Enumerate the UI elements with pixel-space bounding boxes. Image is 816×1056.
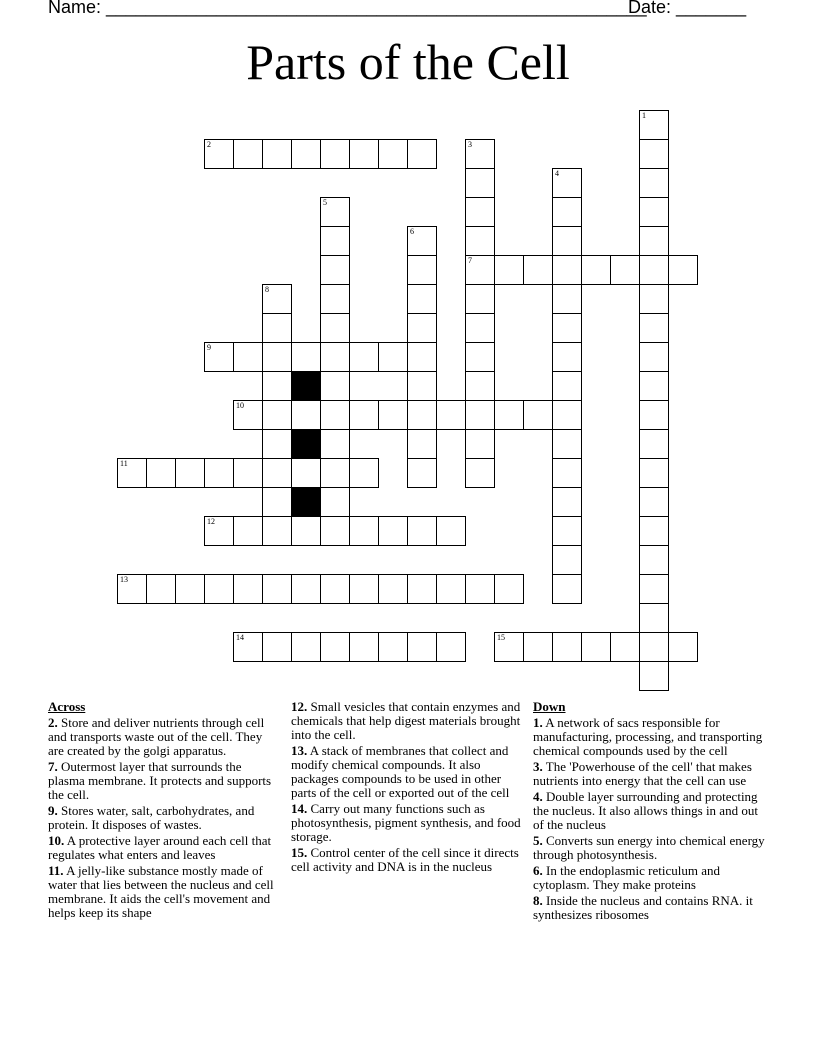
crossword-cell[interactable] [233,516,263,546]
crossword-cell[interactable] [552,371,582,401]
crossword-cell[interactable] [465,139,495,169]
crossword-cell[interactable] [639,371,669,401]
crossword-cell[interactable] [262,574,292,604]
crossword-cell[interactable] [320,139,350,169]
clue-number: 6. [533,863,543,878]
crossword-cell[interactable] [320,632,350,662]
crossword-cell[interactable] [349,516,379,546]
crossword-cell[interactable] [552,226,582,256]
crossword-cell[interactable] [146,574,176,604]
crossword-cell[interactable] [552,168,582,198]
crossword-cell[interactable] [320,226,350,256]
clue-text: A jelly-like substance mostly made of water that lies between the nucleus and cell membrane. It aids the cell's movement and helps keep its shape [48,863,274,920]
clue-number: 9. [48,803,58,818]
crossword-cell[interactable] [262,342,292,372]
crossword-cell[interactable] [639,458,669,488]
cell-number: 6 [410,227,414,236]
crossword-cell[interactable] [639,197,669,227]
down-clue [533,760,765,788]
cell-number: 2 [207,140,211,149]
crossword-cell[interactable] [320,458,350,488]
black-square [291,429,321,459]
across-clue [48,716,280,758]
crossword-cell[interactable] [320,429,350,459]
crossword-cell[interactable] [552,574,582,604]
crossword-cell[interactable] [610,632,640,662]
crossword-cell[interactable] [639,139,669,169]
crossword-cell[interactable] [494,255,524,285]
crossword-cell[interactable] [291,458,321,488]
clues-column-3 [533,700,765,924]
crossword-cell[interactable] [523,632,553,662]
crossword-cell[interactable] [581,255,611,285]
across-clue-list-continued [291,700,523,874]
crossword-cell[interactable] [378,574,408,604]
crossword-cell[interactable] [639,574,669,604]
crossword-cell[interactable] [465,226,495,256]
crossword-cell[interactable] [523,400,553,430]
crossword-cell[interactable] [465,313,495,343]
crossword-cell[interactable] [552,545,582,575]
down-clue-list [533,716,765,922]
crossword-cell[interactable] [262,284,292,314]
crossword-cell[interactable] [378,516,408,546]
crossword-cell[interactable] [204,342,234,372]
black-square [291,487,321,517]
crossword-cell[interactable] [320,284,350,314]
crossword-cell[interactable] [291,400,321,430]
crossword-cell[interactable] [668,255,698,285]
clue-number: 15. [291,845,308,860]
crossword-cell[interactable] [320,197,350,227]
clue-text: Small vesicles that contain enzymes and chemicals that help digest materials brought into the cell. [291,699,521,742]
crossword-cell[interactable] [552,400,582,430]
crossword-cell[interactable] [639,284,669,314]
cell-number: 12 [207,517,215,526]
crossword-cell[interactable] [639,632,669,662]
clue-text: A stack of membranes that collect and modify chemical compounds. It also packages compounds to be used in other parts of the cell or exported out of the cell [291,743,510,800]
cell-number: 11 [120,459,128,468]
crossword-cell[interactable] [639,168,669,198]
crossword-cell[interactable] [262,632,292,662]
across-clue [291,700,523,742]
crossword-cell[interactable] [204,516,234,546]
clue-number: 8. [533,893,543,908]
crossword-cell[interactable] [233,342,263,372]
crossword-cell[interactable] [436,632,466,662]
crossword-cell[interactable] [407,313,437,343]
crossword-cell[interactable] [465,197,495,227]
clue-number: 3. [533,759,543,774]
crossword-cell[interactable] [465,429,495,459]
cell-number: 13 [120,575,128,584]
crossword-cell[interactable] [407,458,437,488]
crossword-cell[interactable] [349,139,379,169]
crossword-cell[interactable] [407,371,437,401]
crossword-cell[interactable] [320,255,350,285]
crossword-cell[interactable] [494,632,524,662]
crossword-cell[interactable] [639,516,669,546]
crossword-cell[interactable] [407,429,437,459]
clue-text: Outermost layer that surrounds the plasma membrane. It protects and supports the cell. [48,759,272,802]
crossword-cell[interactable] [639,400,669,430]
crossword-cell[interactable] [436,574,466,604]
crossword-cell[interactable] [407,574,437,604]
crossword-cell[interactable] [639,429,669,459]
crossword-cell[interactable] [639,313,669,343]
crossword-cell[interactable] [407,342,437,372]
crossword-cell[interactable] [436,400,466,430]
crossword-cell[interactable] [552,487,582,517]
clue-number: 4. [533,789,543,804]
down-clue [533,864,765,892]
crossword-cell[interactable] [291,516,321,546]
clue-text: A network of sacs responsible for manufacturing, processing, and transporting chemical compounds used by the cell [533,715,763,758]
across-clue [291,744,523,800]
crossword-cell[interactable] [349,632,379,662]
cell-number: 7 [468,256,472,265]
crossword-cell[interactable] [552,458,582,488]
name-field[interactable]: Name: ______________________________________________________ [48,0,647,17]
clue-number: 5. [533,833,543,848]
crossword-cell[interactable] [552,632,582,662]
crossword-cell[interactable] [262,516,292,546]
across-clue [48,760,280,802]
crossword-cell[interactable] [233,400,263,430]
crossword-cell[interactable] [552,313,582,343]
crossword-cell[interactable] [465,371,495,401]
clue-number: 1. [533,715,543,730]
clue-text: Converts sun energy into chemical energy through photosynthesis. [533,833,765,862]
crossword-cell[interactable] [465,255,495,285]
crossword-cell[interactable] [291,139,321,169]
crossword-cell[interactable] [320,313,350,343]
down-heading: Down [533,699,566,714]
across-clue [291,802,523,844]
crossword-cell[interactable] [610,255,640,285]
crossword-cell[interactable] [407,255,437,285]
crossword-cell[interactable] [407,400,437,430]
across-clue [291,846,523,874]
clues-column-1 [48,700,280,922]
crossword-cell[interactable] [320,516,350,546]
crossword-cell[interactable] [349,458,379,488]
crossword-cell[interactable] [465,458,495,488]
clue-text: Store and deliver nutrients through cell and transports waste out of the cell. They are created by the golgi apparatus. [48,715,265,758]
crossword-cell[interactable] [204,574,234,604]
crossword-cell[interactable] [436,516,466,546]
clue-text: Carry out many functions such as photosynthesis, pigment synthesis, and food storage. [291,801,521,844]
crossword-cell[interactable] [668,632,698,662]
across-clue [48,864,280,920]
crossword-cell[interactable] [233,139,263,169]
cell-number: 1 [642,111,646,120]
clue-text: Stores water, salt, carbohydrates, and protein. It disposes of wastes. [48,803,255,832]
crossword-cell[interactable] [639,487,669,517]
crossword-cell[interactable] [117,458,147,488]
across-heading: Across [48,699,86,714]
crossword-cell[interactable] [639,226,669,256]
crossword-cell[interactable] [378,139,408,169]
clue-number: 13. [291,743,308,758]
crossword-cell[interactable] [378,632,408,662]
crossword-cell[interactable] [233,458,263,488]
crossword-cell[interactable] [639,255,669,285]
cell-number: 8 [265,285,269,294]
crossword-cell[interactable] [552,255,582,285]
crossword-cell[interactable] [465,168,495,198]
cell-number: 3 [468,140,472,149]
crossword-cell[interactable] [378,400,408,430]
across-clue [48,804,280,832]
crossword-cell[interactable] [407,226,437,256]
clue-number: 2. [48,715,58,730]
crossword-cell[interactable] [349,400,379,430]
black-square [291,371,321,401]
crossword-cell[interactable] [465,284,495,314]
crossword-cell[interactable] [262,429,292,459]
clue-number: 7. [48,759,58,774]
crossword-cell[interactable] [262,313,292,343]
clue-text: The 'Powerhouse of the cell' that makes nutrients into energy that the cell can use [533,759,752,788]
crossword-cell[interactable] [146,458,176,488]
cell-number: 4 [555,169,559,178]
crossword-cell[interactable] [262,400,292,430]
crossword-cell[interactable] [639,545,669,575]
crossword-cell[interactable] [349,574,379,604]
crossword-cell[interactable] [407,139,437,169]
crossword-cell[interactable] [494,400,524,430]
cell-number: 9 [207,343,211,352]
crossword-cell[interactable] [407,632,437,662]
crossword-cell[interactable] [320,400,350,430]
crossword-cell[interactable] [175,574,205,604]
clue-number: 11. [48,863,64,878]
down-clue [533,790,765,832]
cell-number: 5 [323,198,327,207]
clue-text: Control center of the cell since it directs cell activity and DNA is in the nucleus [291,845,519,874]
crossword-cell[interactable] [552,342,582,372]
cell-number: 10 [236,401,244,410]
cell-number: 14 [236,633,244,642]
crossword-cell[interactable] [349,342,379,372]
crossword-cell[interactable] [552,516,582,546]
clue-number: 14. [291,801,308,816]
cell-number: 15 [497,633,505,642]
crossword-cell[interactable] [552,429,582,459]
crossword-cell[interactable] [233,632,263,662]
crossword-cell[interactable] [204,139,234,169]
crossword-cell[interactable] [407,284,437,314]
crossword-cell[interactable] [320,574,350,604]
crossword-cell[interactable] [552,197,582,227]
crossword-cell[interactable] [639,661,669,691]
crossword-cell[interactable] [407,516,437,546]
across-clue [48,834,280,862]
crossword-cell[interactable] [465,400,495,430]
crossword-cell[interactable] [639,603,669,633]
crossword-cell[interactable] [291,632,321,662]
clue-text: Double layer surrounding and protecting the nucleus. It also allows things in and out of the nucleus [533,789,758,832]
crossword-cell[interactable] [639,342,669,372]
down-clue [533,834,765,862]
crossword-cell[interactable] [262,371,292,401]
crossword-cell[interactable] [291,574,321,604]
crossword-cell[interactable] [204,458,234,488]
crossword-cell[interactable] [465,574,495,604]
crossword-cell[interactable] [523,255,553,285]
across-clue-list [48,716,280,920]
crossword-cell[interactable] [494,574,524,604]
crossword-cell[interactable] [262,487,292,517]
crossword-cell[interactable] [320,371,350,401]
clues-column-2 [291,700,523,876]
crossword-cell[interactable] [320,487,350,517]
date-field[interactable]: Date: _______ [628,0,747,17]
crossword-cell[interactable] [581,632,611,662]
crossword-cell[interactable] [117,574,147,604]
clue-text: In the endoplasmic reticulum and cytoplasm. They make proteins [533,863,721,892]
crossword-cell[interactable] [233,574,263,604]
down-clue [533,716,765,758]
crossword-cell[interactable] [465,342,495,372]
down-clue [533,894,765,922]
crossword-cell[interactable] [320,342,350,372]
crossword-cell[interactable] [262,458,292,488]
crossword-cell[interactable] [175,458,205,488]
crossword-cell[interactable] [262,139,292,169]
crossword-cell[interactable] [291,342,321,372]
page-title: Parts of the Cell [246,34,570,90]
clue-text: Inside the nucleus and contains RNA. it synthesizes ribosomes [533,893,753,922]
crossword-cell[interactable] [552,284,582,314]
clue-number: 10. [48,833,65,848]
clue-number: 12. [291,699,308,714]
crossword-cell[interactable] [378,342,408,372]
crossword-cell[interactable] [639,110,669,140]
clue-text: A protective layer around each cell that regulates what enters and leaves [48,833,272,862]
